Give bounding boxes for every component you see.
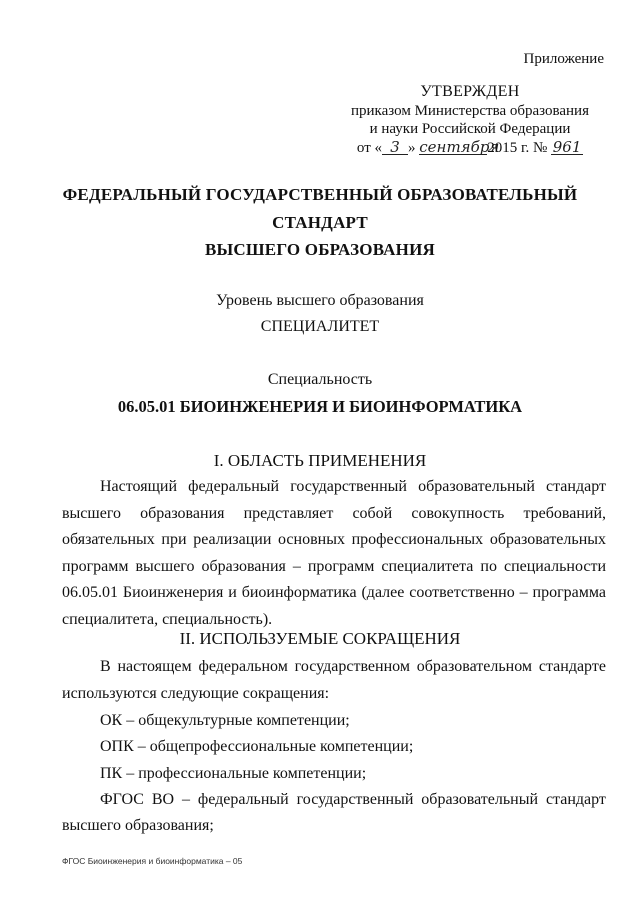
fgos-word: стандарт: [545, 791, 606, 808]
abbreviation-pk: ПК – профессиональные компетенции;: [100, 765, 367, 782]
specialty-value: 06.05.01 БИОИНЖЕНЕРИЯ И БИОИНФОРМАТИКА: [117, 397, 523, 416]
section-1-body: [62, 474, 606, 633]
intro-word: стандарте: [538, 658, 606, 675]
abbreviation-fgos-line-2: высшего образования;: [62, 817, 214, 834]
intro-word: настоящем: [117, 658, 192, 675]
abbreviation-ok: ОК – общекультурные компетенции;: [100, 712, 350, 729]
fgos-word: образовательный: [421, 791, 539, 808]
abbreviation-fgos-line-1: [100, 791, 606, 809]
fgos-word: ФГОС: [100, 791, 144, 808]
page-footer: ФГОС Биоинженерия и биоинформатика – 05: [62, 856, 243, 866]
approval-block: [346, 83, 594, 157]
section-2-intro-line-1: [100, 658, 606, 676]
fgos-word: –: [181, 791, 190, 808]
order-line-2: и науки Российской Федерации: [369, 121, 571, 137]
education-level-value: СПЕЦИАЛИТЕТ: [260, 318, 380, 335]
abbreviation-opk: ОПК – общепрофессиональные компетенции;: [100, 738, 414, 755]
education-level-label: Уровень высшего образования: [216, 292, 424, 309]
section-2-intro-line-2: используются следующие сокращения:: [62, 685, 330, 702]
order-number: 961: [552, 137, 582, 156]
annex-label: Приложение: [523, 51, 604, 67]
section-2-heading: II. ИСПОЛЬЗУЕМЫЕ СОКРАЩЕНИЯ: [179, 629, 461, 648]
order-line-1: приказом Министерства образования: [351, 102, 589, 119]
order-date-line: [346, 139, 594, 158]
fgos-word: государственный: [296, 791, 414, 808]
document-title-line-1: ФЕДЕРАЛЬНЫЙ ГОСУДАРСТВЕННЫЙ ОБРАЗОВАТЕЛЬНЫЙ: [62, 185, 578, 204]
intro-word: государственном: [294, 658, 410, 675]
section-1-heading: I. ОБЛАСТЬ ПРИМЕНЕНИЯ: [213, 451, 427, 470]
section-1-paragraph: Настоящий федеральный государственный образовательный стандарт высшего образования представляет собой совокупность требований, обязательных при реализации основных профессиональных образовательных программ высшего образования – программ специалитета по специальности 06.05.01 Биоинженерия и биоинформатика (далее соответственно – программа специалитета, специальность).: [62, 478, 606, 628]
date-prefix: от «: [356, 139, 383, 156]
specialty-label: Специальность: [267, 371, 373, 388]
intro-word: образовательном: [416, 658, 533, 675]
date-day-close: »: [408, 139, 416, 156]
document-title-line-3: ВЫСШЕГО ОБРАЗОВАНИЯ: [205, 240, 435, 259]
order-day: 3: [382, 140, 408, 155]
fgos-word: ВО: [151, 791, 175, 808]
order-year: 2015 г. №: [487, 139, 548, 156]
intro-word: федеральном: [198, 658, 288, 675]
approved-word: УТВЕРЖДЕН: [420, 83, 520, 100]
intro-word: В: [100, 658, 111, 675]
document-title-line-2: СТАНДАРТ: [272, 213, 368, 232]
order-month: сентября: [419, 137, 500, 156]
fgos-word: федеральный: [197, 791, 289, 808]
